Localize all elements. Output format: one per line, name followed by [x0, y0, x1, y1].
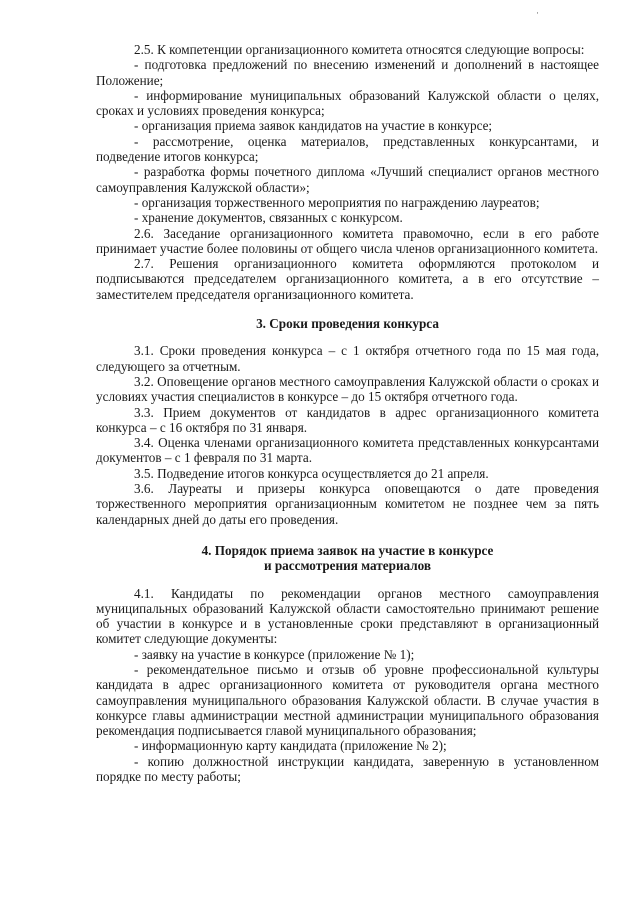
paragraph-4-1: 4.1. Кандидаты по рекомендации органов местного самоуправления муниципальных образований Калужской области самостоятельно принимают решение об участии в конкурсе и в установленные сроки представляют в организационный комитет следующие документы: [96, 585, 599, 647]
paragraph-2-5: 2.5. К компетенции организационного комитета относятся следующие вопросы: [134, 42, 585, 57]
list-item-4-1-c: - информационную карту кандидата (приложение № 2); [134, 738, 447, 754]
list-item-2-5-c: - организация приема заявок кандидатов на участие в конкурсе; [134, 118, 493, 134]
paragraph-3-3: 3.3. Прием документов от кандидатов в адрес организационного комитета конкурса – с 16 октября по 31 января. [96, 404, 599, 435]
paragraph-3-4: 3.4. Оценка членами организационного комитета представленных конкурсантами документов – с 1 февраля по 31 марта. [96, 435, 599, 466]
paragraph-3-5: 3.5. Подведение итогов конкурса осуществляется до 21 апреля. [134, 465, 489, 481]
list-item-2-5-f: - организация торжественного мероприятия по награждению лауреатов; [134, 194, 540, 210]
document-body [96, 42, 599, 784]
section-4 [96, 543, 599, 784]
list-item-2-5-a: - подготовка предложений по внесению изменений и дополнений в настоящее Положение; [96, 57, 599, 88]
section-4-heading-line-2: и рассмотрения материалов [263, 558, 432, 574]
paragraph-2-6: 2.6. Заседание организационного комитета правомочно, если в его работе принимает участие более половины от общего числа членов организационного комитета. [96, 225, 599, 256]
section-4-heading-line-1: 4. Порядок приема заявок на участие в конкурсе [201, 542, 494, 558]
list-item-4-1-b: - рекомендательное письмо и отзыв об уровне профессиональной культуры кандидата в адрес организационного комитета от руководителя органа местного самоуправления муниципального образования Калужской области. В случае участия в конкурсе главы администрации местной администрации муниципального образования рекомендация подписывается главой муниципального образования; [96, 661, 599, 739]
list-item-4-1-a: - заявку на участие в конкурсе (приложение № 1); [134, 646, 415, 662]
paragraph-3-2: 3.2. Оповещение органов местного самоуправления Калужской области о сроках и условиях участия специалистов в конкурсе – до 15 октября отчетного года. [96, 373, 599, 405]
list-item-4-1-d: - копию должностной инструкции кандидата, заверенную в установленном порядке по месту работы; [96, 753, 599, 785]
paragraph-3-1: 3.1. Сроки проведения конкурса – с 1 октября отчетного года по 15 мая года, следующего за отчетным. [96, 343, 599, 374]
section-3-heading: 3. Сроки проведения конкурса [256, 316, 439, 332]
paragraph-3-6: 3.6. Лауреаты и призеры конкурса оповещаются о дате проведения торжественного мероприятия организационным комитетом не позднее чем за пять календарных дней до даты его проведения. [96, 481, 599, 527]
page-mark: · [536, 8, 539, 18]
section-3 [96, 316, 599, 527]
list-item-2-5-b: - информирование муниципальных образований Калужской области о целях, сроках и условиях проведения конкурса; [96, 87, 599, 119]
list-item-2-5-g: - хранение документов, связанных с конкурсом. [134, 210, 403, 226]
list-item-2-5-e: - разработка формы почетного диплома «Лучший специалист органов местного самоуправления Калужской области»; [96, 164, 599, 195]
list-item-2-5-d: - рассмотрение, оценка материалов, представленных конкурсантами, и подведение итогов конкурса; [96, 133, 599, 165]
paragraph-2-7: 2.7. Решения организационного комитета оформляются протоколом и подписываются председателем организационного комитета, а в его отсутствие – заместителем председателя организационного комитета. [96, 256, 599, 302]
section-2-tail [96, 42, 599, 302]
